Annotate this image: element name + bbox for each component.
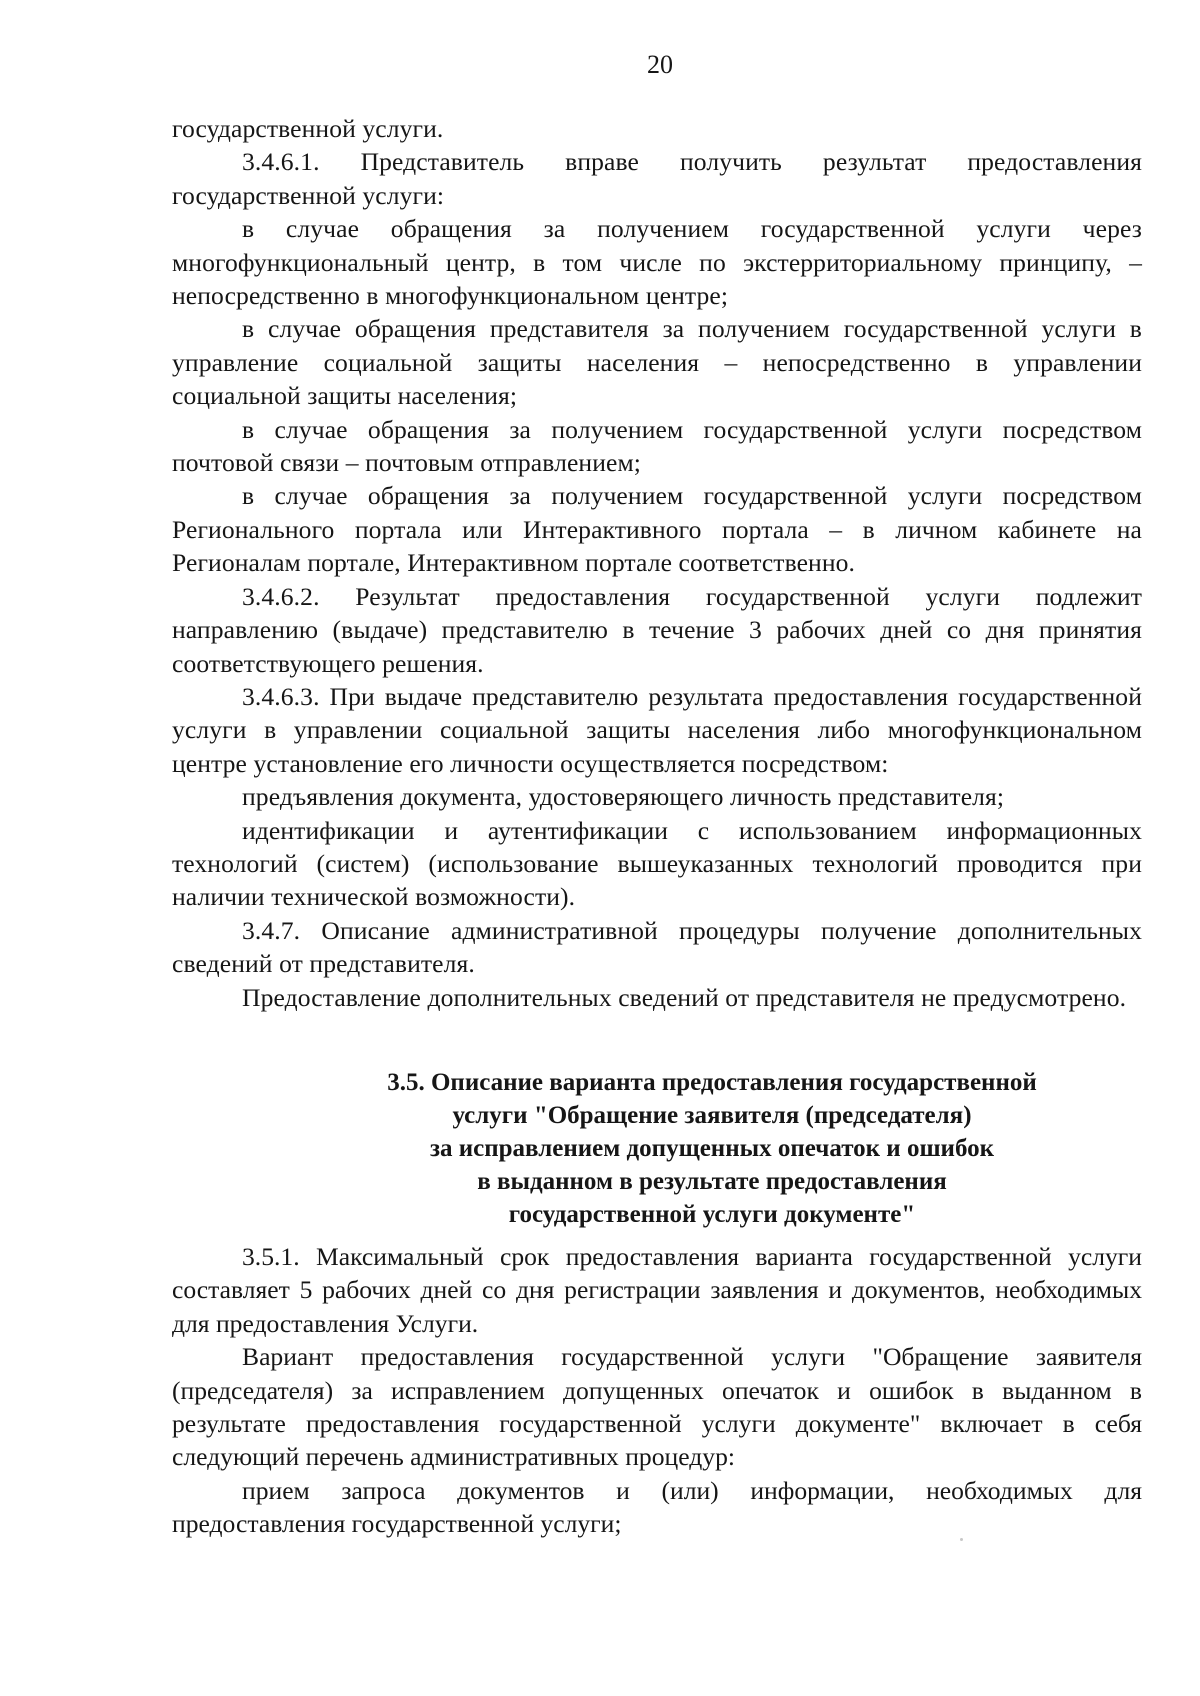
scan-speck	[960, 1538, 963, 1541]
paragraph: в случае обращения за получением государственной услуги посредством почтовой связи – почтовым отправлением;	[172, 414, 1142, 478]
body-text-bottom	[172, 1240, 1142, 1541]
paragraph: 3.4.6.3. При выдаче представителю результата предоставления государственной услуги в управлении социальной защиты населения либо многофункциональном центре установление его личности осуществляется посредством:	[172, 681, 1142, 778]
paragraph: в случае обращения за получением государственной услуги посредством Регионального портала или Интерактивного портала – в личном кабинете на Регионалам портале, Интерактивном портале соответственно.	[172, 481, 1142, 578]
paragraph: 3.5.1. Максимальный срок предоставления варианта государственной услуги составляет 5 рабочих дней со дня регистрации заявления и документов, необходимых для предоставления Услуги.	[172, 1242, 1142, 1338]
section-heading-line: за исправлением допущенных опечаток и ошибок	[429, 1135, 995, 1162]
section-heading	[172, 1066, 1200, 1231]
paragraph: государственной услуги.	[172, 114, 444, 143]
paragraph: идентификации и аутентификации с использованием информационных технологий (систем) (использование вышеуказанных технологий проводится при наличии технической возможности).	[172, 815, 1142, 912]
section-heading-line: услуги "Обращение заявителя (председателя)	[452, 1102, 972, 1129]
paragraph: предъявления документа, удостоверяющего личность представителя;	[242, 782, 1005, 812]
paragraph: 3.4.6.1. Представитель вправе получить результат предоставления государственной услуги:	[172, 147, 1142, 210]
paragraph: Вариант предоставления государственной услуги "Обращение заявителя (председателя) за исправлением допущенных опечаток и ошибок в выданном в результате предоставления государственной услуги документе" включает в себя следующий перечень административных процедур:	[172, 1342, 1142, 1472]
paragraph: 3.4.7. Описание административной процедуры получение дополнительных сведений от представителя.	[172, 915, 1142, 979]
paragraph: в случае обращения за получением государственной услуги через многофункциональный центр, в том числе по экстерриториальному принципу, – непосредственно в многофункциональном центре;	[172, 214, 1142, 311]
paragraph: в случае обращения представителя за получением государственной услуги в управление социальной защиты населения – непосредственно в управлении социальной защиты населения;	[172, 314, 1142, 411]
paragraph: 3.4.6.2. Результат предоставления государственной услуги подлежит направлению (выдаче) представителю в течение 3 рабочих дней со дня принятия соответствующего решения.	[172, 581, 1142, 678]
paragraph: прием запроса документов и (или) информации, необходимых для предоставления государственной услуги;	[172, 1475, 1142, 1539]
body-text-top	[172, 112, 1142, 1014]
page-number: 20	[647, 50, 673, 79]
section-heading-line: в выданном в результате предоставления	[477, 1168, 947, 1195]
section-heading-line: государственной услуги документе"	[508, 1201, 916, 1228]
paragraph: Предоставление дополнительных сведений от представителя не предусмотрено.	[242, 982, 1127, 1012]
section-heading-line: 3.5. Описание варианта предоставления государственной	[387, 1069, 1037, 1096]
